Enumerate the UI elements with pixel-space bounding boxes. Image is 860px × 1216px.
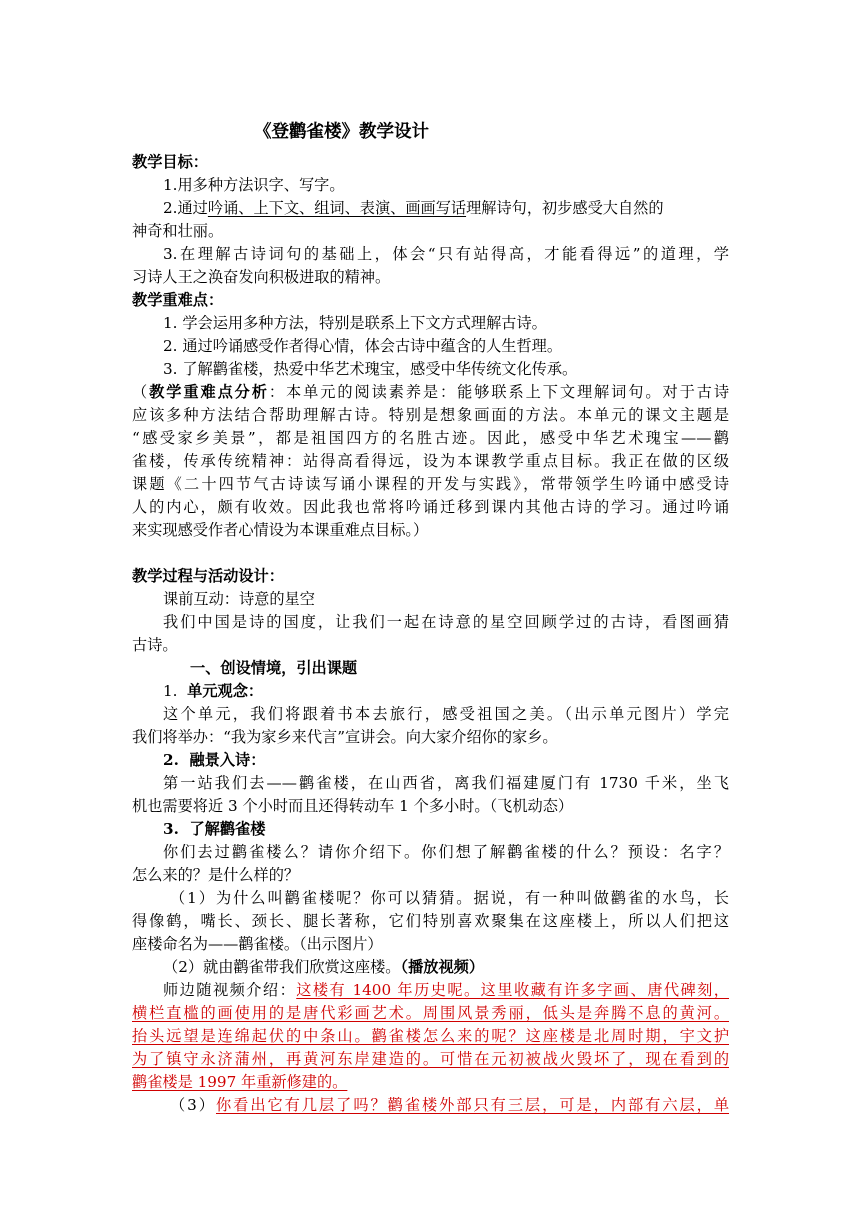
objective-2-cont: 神奇和壮丽。 (132, 222, 224, 240)
step-1-number: 1. (163, 682, 178, 700)
page-title: 《登鹳雀楼》教学设计 (254, 122, 429, 142)
analysis-open: （ (132, 383, 150, 401)
analysis-line-4: 雀楼，传承传统精神：站得高看得远，设为本课教学重点目标。我正在做的区级 (132, 452, 729, 470)
analysis-label: 教学重难点分析 (149, 383, 269, 401)
step-3-title: 了解鹳雀楼 (189, 820, 266, 838)
objective-2-methods: 吟诵、上下文、组词、表演、画画写话 (207, 199, 467, 217)
step-3-text-b: 怎么来的？是什么样的？ (132, 866, 300, 884)
teacher-intro-red-4: 为了镇守永济蒲州，再黄河东岸建造的。可惜在元初被战火毁坏了，现在看到的 (132, 1050, 729, 1068)
step-1-heading (163, 680, 263, 703)
key-points-heading: 教学重难点： (132, 291, 224, 309)
step-2-text-b: 机也需要将近 3 个小时而且还得转动车 1 个多小时。（飞机动态） (132, 797, 574, 815)
step-2-number: 2. (163, 751, 179, 769)
play-video-note: （播放视频） (400, 958, 485, 976)
objective-2-pre: 2.通过 (163, 199, 208, 217)
step-2-heading (163, 749, 265, 772)
step-1-title: 单元观念： (187, 682, 264, 700)
teacher-intro-label: 师边随视频介绍： (163, 981, 297, 999)
question-2 (163, 956, 484, 979)
analysis-line-6: 人的内心，颇有收效。因此我也常将吟诵迁移到课内其他古诗的学习。通过吟诵 (132, 498, 729, 516)
key-point-3: 3. 了解鹳雀楼，热爱中华艺术瑰宝，感受中华传统文化传承。 (163, 360, 578, 378)
question-3-number: （3） (170, 1096, 216, 1114)
analysis-line-2: 应该多种方法结合帮助理解古诗。特别是想象画面的方法。本单元的课文主题是 (132, 406, 729, 424)
objectives-heading: 教学目标： (132, 153, 208, 171)
step-1-text-b: 我们将举办：“我为家乡来代言”宣讲会。向大家介绍你的家乡。 (132, 728, 558, 746)
step-2-text-a: 第一站我们去——鹳雀楼，在山西省，离我们福建厦门有 1730 千米，坐飞 (163, 774, 729, 792)
analysis-line-1-rest: ：本单元的阅读素养是：能够联系上下文理解词句。对于古诗 (268, 383, 730, 401)
teacher-intro-red-3: 抬头远望是连绵起伏的中条山。鹳雀楼怎么来的呢？这座楼是北周时期，宇文护 (132, 1027, 729, 1045)
analysis-line-3: “感受家乡美景”，都是祖国四方的名胜古迹。因此，感受中华艺术瑰宝——鹳 (132, 429, 729, 447)
objective-3-b: 习诗人王之涣奋发向积极进取的精神。 (132, 268, 391, 286)
key-point-2: 2. 通过吟诵感受作者得心情，体会古诗中蕴含的人生哲理。 (163, 337, 563, 355)
teacher-intro-red-1: 这楼有 1400 年历史呢。这里收藏有许多字画、唐代碑刻， (296, 981, 729, 999)
objective-3-a: 3.在理解古诗词句的基础上，体会“只有站得高，才能看得远”的道理，学 (163, 245, 729, 263)
question-1-c: 座楼命名为——鹳雀楼。（出示图片） (132, 935, 383, 953)
warmup-text-a: 我们中国是诗的国度，让我们一起在诗意的星空回顾学过的古诗，看图画猜 (163, 613, 729, 631)
question-3-red: 你看出它有几层了吗？鹳雀楼外部只有三层，可是，内部有六层，单 (215, 1096, 730, 1114)
objective-2-post: 理解诗句，初步感受大自然的 (466, 199, 664, 217)
warmup-title: 课前互动：诗意的星空 (163, 590, 315, 608)
analysis-line-7: 来实现感受作者心情设为本课重难点目标。） (132, 521, 429, 539)
process-heading: 教学过程与活动设计： (132, 567, 284, 585)
step-3-number: 3. (163, 820, 179, 838)
step-3-heading (163, 818, 265, 841)
section-1-heading: 一、创设情境，引出课题 (190, 659, 358, 677)
teacher-intro-red-5: 鹳雀楼是 1997 年重新修建的。 (132, 1073, 348, 1091)
question-1-a: （1）为什么叫鹳雀楼呢？你可以猜猜。据说，有一种叫做鹳雀的水鸟，长 (170, 889, 729, 907)
objective-2 (163, 197, 664, 220)
question-1-b: 得像鹤，嘴长、颈长、腿长著称，它们特别喜欢聚集在这座楼上，所以人们把这 (132, 912, 729, 930)
step-1-text-a: 这个单元，我们将跟着书本去旅行，感受祖国之美。（出示单元图片）学完 (163, 705, 729, 723)
warmup-text-b: 古诗。 (132, 636, 178, 654)
question-3 (170, 1094, 729, 1117)
question-2-text: （2）就由鹳雀带我们欣赏这座楼。 (163, 958, 401, 976)
key-point-1: 1. 学会运用多种方法，特别是联系上下文方式理解古诗。 (163, 314, 547, 332)
step-2-title: 融景入诗： (189, 751, 266, 769)
objective-1: 1.用多种方法识字、写字。 (163, 176, 345, 194)
analysis-line-5: 课题《二十四节气古诗读写诵小课程的开发与实践》，常带领学生吟诵中感受诗 (132, 475, 729, 493)
analysis-line-1 (132, 381, 729, 404)
teacher-intro-red-2: 横栏直槛的画使用的是唐代彩画艺术。周围风景秀丽，低头是奔腾不息的黄河。 (132, 1004, 729, 1022)
teacher-intro (163, 979, 729, 1002)
step-3-text-a: 你们去过鹳雀楼么？请你介绍下。你们想了解鹳雀楼的什么？预设：名字？ (163, 843, 729, 861)
